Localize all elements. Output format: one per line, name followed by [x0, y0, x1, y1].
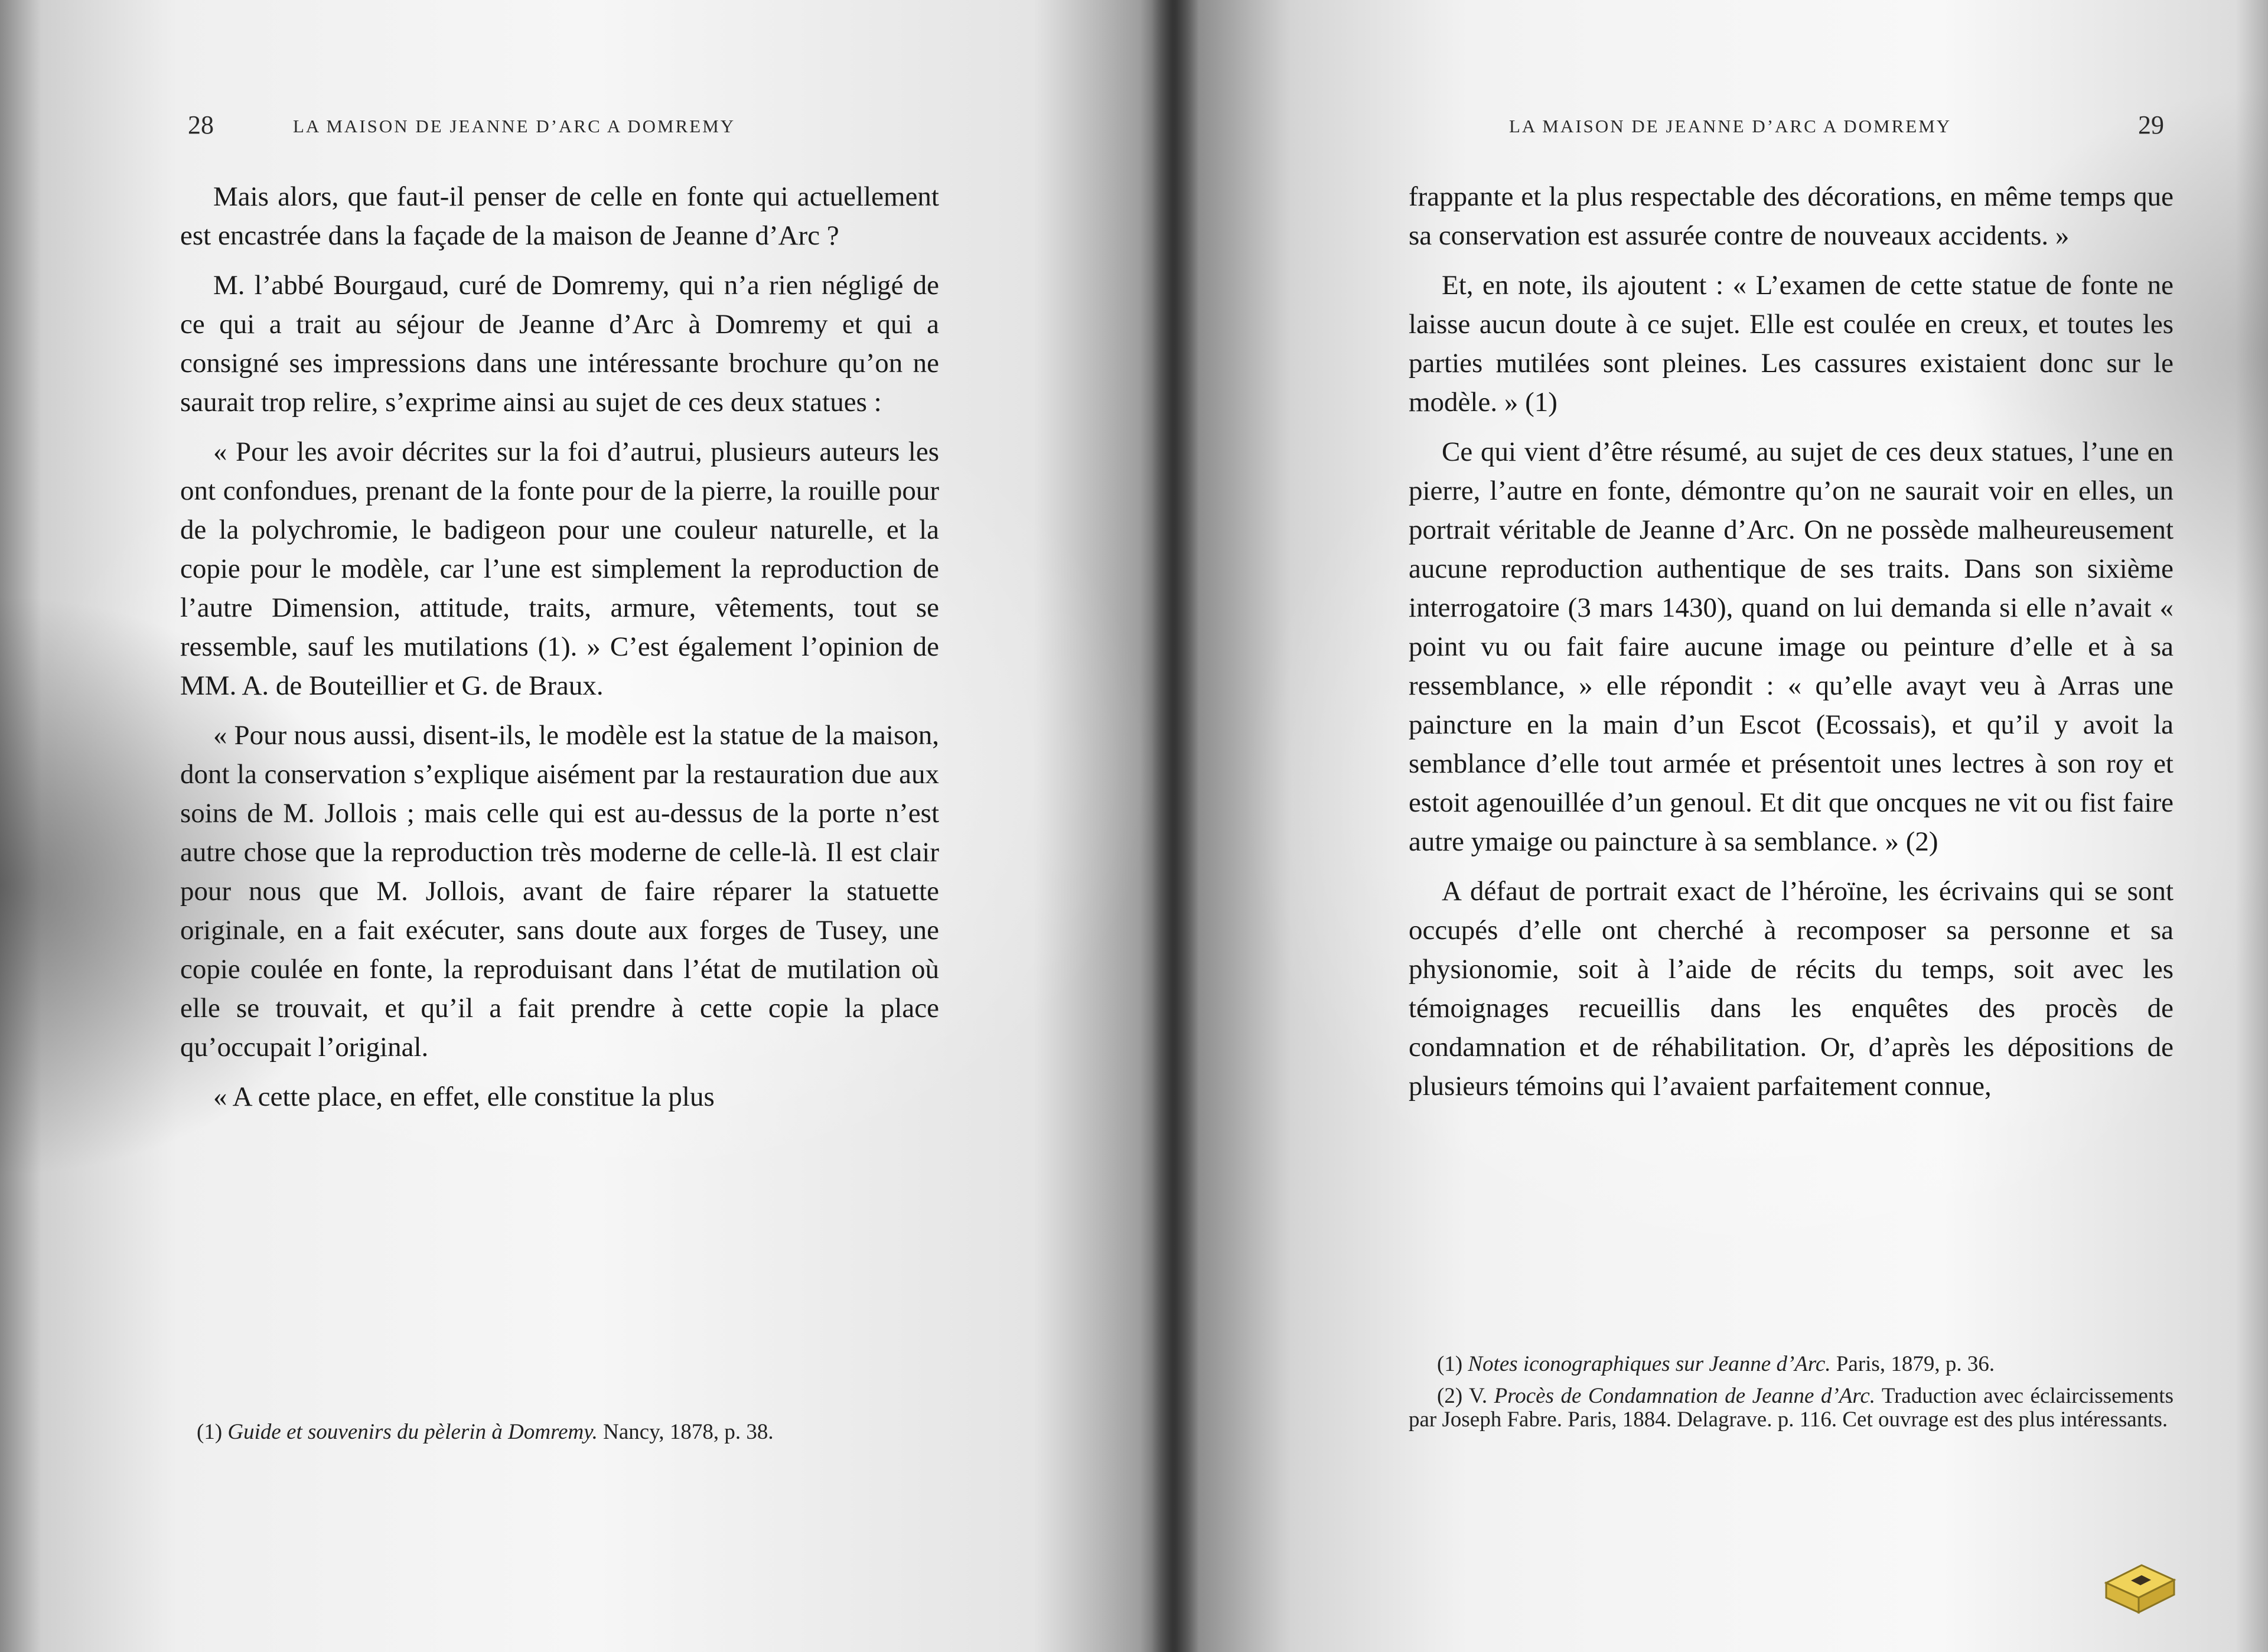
right-footnote-1 — [1409, 1353, 2174, 1376]
gutter-shadow — [1152, 0, 1199, 1652]
right-running-head: LA MAISON DE JEANNE D’ARC A DOMREMY — [1509, 116, 1952, 136]
left-paragraph-1: Mais alors, que faut-il penser de celle en fonte qui actuellement est encastrée dans la façade de la maison de Jeanne d’Arc ? — [180, 181, 939, 251]
footnote-title: Guide et souvenirs du pèlerin à Domremy. — [227, 1420, 598, 1444]
left-paragraph-5: « A cette place, en effet, elle constitue la plus — [213, 1081, 715, 1112]
yellow-box-icon — [2100, 1559, 2177, 1615]
left-running-head: LA MAISON DE JEANNE D’ARC A DOMREMY — [293, 116, 736, 136]
left-paragraph-3: « Pour les avoir décrites sur la foi d’autrui, plusieurs auteurs les ont confondues, prenant de la fonte pour de la pierre, la rouille pour de la polychromie, le badigeon pour une couleur naturelle, et la copie pour le modèle, car l’une est simplement la reproduction de l’autre Dimension, attitude, traits, armure, vêtements, tout se ressemble, sauf les mutilations (1). » C’est également l’opinion de MM. A. de Bouteillier et G. de Braux. — [180, 436, 939, 701]
footnote-title: Procès de Condamnation de Jeanne d’Arc. — [1494, 1384, 1875, 1408]
right-footnotes — [1409, 1353, 2174, 1440]
footnote-rest: Nancy, 1878, p. 38. — [603, 1420, 774, 1444]
left-page-number: 28 — [188, 110, 214, 139]
right-page-number: 29 — [2138, 110, 2164, 139]
footnote-marker: (1) — [197, 1420, 223, 1444]
footnote-marker: (1) — [1437, 1352, 1463, 1376]
left-body-text — [180, 177, 939, 1127]
left-footnotes — [168, 1420, 927, 1452]
footnote-rest: Traduction avec éclaircissements par Joseph Fabre. Paris, 1884. Delagrave. p. 116. Cet ouvrage est des plus intéressants. — [1409, 1384, 2174, 1432]
footnote-rest: Paris, 1879, p. 36. — [1836, 1352, 1995, 1376]
right-paragraph-2: Et, en note, ils ajoutent : « L’examen de cette statue de fonte ne laisse aucun doute à ce sujet. Elle est coulée en creux, et toutes les parties mutilées sont pleines. Les cassures existaient donc sur le modèle. » (1) — [1409, 270, 2174, 418]
right-footnote-2 — [1409, 1384, 2174, 1432]
left-paragraph-2: M. l’abbé Bourgaud, curé de Domremy, qui n’a rien négligé de ce qui a trait au séjour de Jeanne d’Arc à Domremy et qui a consigné ses impressions dans une intéressante brochure qu’on ne saurait trop relire, s’exprime ainsi au sujet de ces deux statues : — [180, 270, 939, 418]
right-paragraph-3: Ce qui vient d’être résumé, au sujet de ces deux statues, l’une en pierre, l’autre en fonte, démontre qu’on ne saurait voir en elles, un portrait véritable de Jeanne d’Arc. On ne possède malheureusement aucune reproduction authentique de ses traits. Dans son sixième interrogatoire (3 mars 1430), quand on lui demanda si elle n’avait « point vu ou fait faire aucune image ou peinture d’elle et à sa ressemblance, » elle répondit : « qu’elle avayt veu à Arras une paincture en la main d’un Escot (Ecossais), et qu’il y avoit la semblance d’elle tout armée et présentoit unes lectres à son roy et estoit agenouillée d’un genoul. Et dit que oncques ne vit ou fist faire autre ymaige ou paincture à sa semblance. » (2) — [1409, 436, 2174, 857]
right-paragraph-1: frappante et la plus respectable des décorations, en même temps que sa conservation est assurée contre de nouveaux accidents. » — [1409, 181, 2174, 251]
right-paragraph-4: A défaut de portrait exact de l’héroïne, les écrivains qui se sont occupés d’elle ont cherché à recomposer sa personne et sa physionomie, soit à l’aide de récits du temps, soit avec les témoignages recueillis dans les enquêtes des procès de condamnation et de réhabilitation. Or, d’après les dépositions de plusieurs témoins qui l’avaient parfaitement connue, — [1409, 876, 2174, 1102]
footnote-title: Notes iconographiques sur Jeanne d’Arc. — [1468, 1352, 1831, 1376]
left-paragraph-4: « Pour nous aussi, disent-ils, le modèle est la statue de la maison, dont la conservation s’explique aisément par la restauration due aux soins de M. Jollois ; mais celle qui est au-dessus de la porte n’est autre chose que la reproduction très moderne de celle-là. Il est clair pour nous que M. Jollois, avant de faire réparer la statuette originale, en a fait exécuter, sans doute aux forges de Tusey, une copie coulée en fonte, la reproduisant dans l’état de mutilation où elle se trouvait, et qu’il a fait prendre à cette copie la place qu’occupait l’original. — [180, 720, 939, 1063]
right-page — [1172, 0, 2268, 1652]
left-footnote-1 — [168, 1420, 927, 1444]
right-body-text — [1409, 177, 2174, 1116]
footnote-marker: (2) V. — [1437, 1384, 1488, 1408]
